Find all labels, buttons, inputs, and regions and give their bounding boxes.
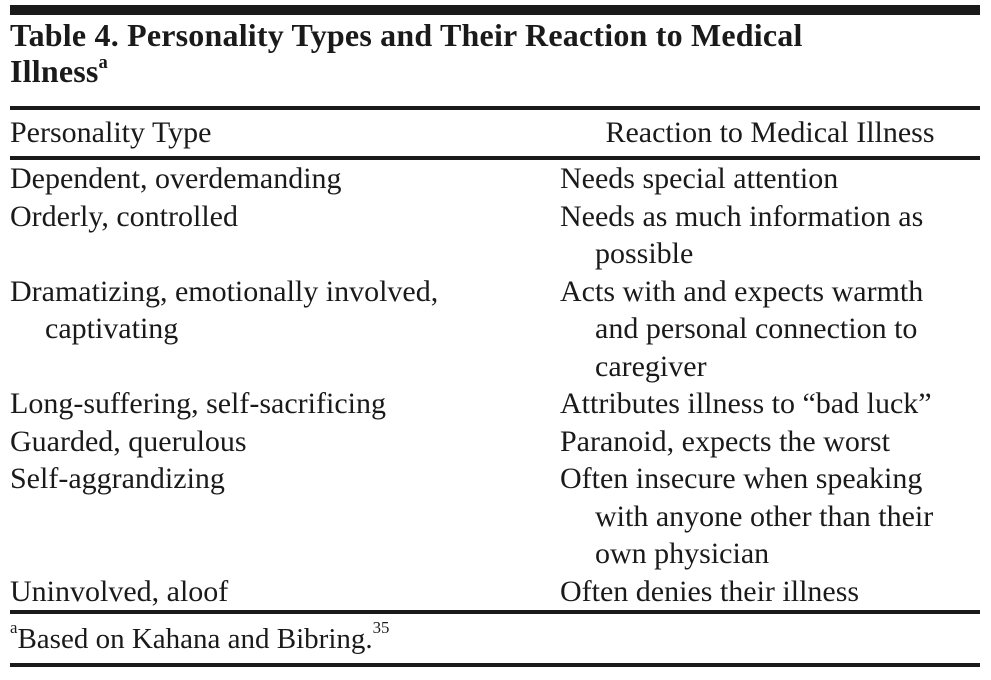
journal-table (10, 5, 980, 667)
column-header-personality-type: Personality Type (10, 116, 212, 149)
cell-line: Self-aggrandizing (10, 462, 225, 495)
cell-line: Needs special attention (560, 162, 839, 195)
cell-line: Long-suffering, self-sacrificing (10, 387, 386, 420)
reaction-cell (560, 273, 980, 386)
cell-line: captivating (45, 312, 179, 345)
footnote-reference-number: 35 (372, 618, 390, 638)
personality-type-cell (10, 573, 560, 611)
cell-line: Often insecure when speaking (560, 462, 923, 495)
cell-line: Orderly, controlled (10, 199, 238, 233)
cell-line: Guarded, querulous (10, 424, 247, 458)
cell-line: own physician (595, 537, 770, 570)
table-header-row (10, 110, 980, 156)
personality-type-cell (10, 385, 560, 423)
table-row (10, 423, 980, 461)
reaction-cell (560, 573, 980, 611)
reaction-cell (560, 385, 980, 423)
cell-line: Dependent, overdemanding (10, 162, 342, 195)
table-row (10, 385, 980, 423)
table-row (10, 460, 980, 573)
bottom-rule (10, 663, 980, 667)
table-row (10, 198, 980, 273)
table-body (10, 160, 980, 610)
table-row (10, 573, 980, 611)
cell-line: Uninvolved, aloof (10, 574, 229, 608)
table-title-line2-text: Illness (10, 53, 99, 89)
cell-line: Paranoid, expects the worst (560, 424, 890, 458)
cell-line: caregiver (595, 349, 707, 383)
cell-line: Often denies their illness (560, 574, 860, 608)
cell-line: Attributes illness to “bad luck” (560, 387, 932, 420)
top-rule (10, 5, 980, 15)
personality-type-cell (10, 423, 560, 461)
footnote-marker-superscript: a (10, 618, 18, 638)
cell-line: Acts with and expects warmth (560, 274, 924, 308)
cell-line: Needs as much information as (560, 199, 924, 233)
reaction-cell (560, 460, 980, 573)
personality-type-cell (10, 198, 560, 273)
table-title-line1: Table 4. Personality Types and Their Reaction to Medical (10, 17, 803, 53)
cell-line: possible (595, 237, 694, 270)
reaction-cell (560, 160, 980, 198)
title-footnote-marker-superscript: a (98, 51, 109, 73)
table-title (10, 17, 980, 89)
table-row (10, 160, 980, 198)
reaction-cell (560, 198, 980, 273)
cell-line: Dramatizing, emotionally involved, (10, 274, 439, 308)
personality-type-cell (10, 460, 560, 573)
cell-line: with anyone other than their (595, 499, 934, 533)
table-title-line2 (10, 53, 980, 89)
personality-type-cell (10, 273, 560, 386)
personality-type-cell (10, 160, 560, 198)
table-row (10, 273, 980, 386)
column-header-reaction-to-medical-illness: Reaction to Medical Illness (605, 116, 935, 149)
reaction-cell (560, 423, 980, 461)
table-footnote (10, 614, 980, 663)
footnote-text: Based on Kahana and Bibring. (17, 623, 373, 655)
cell-line: and personal connection to (595, 312, 918, 345)
